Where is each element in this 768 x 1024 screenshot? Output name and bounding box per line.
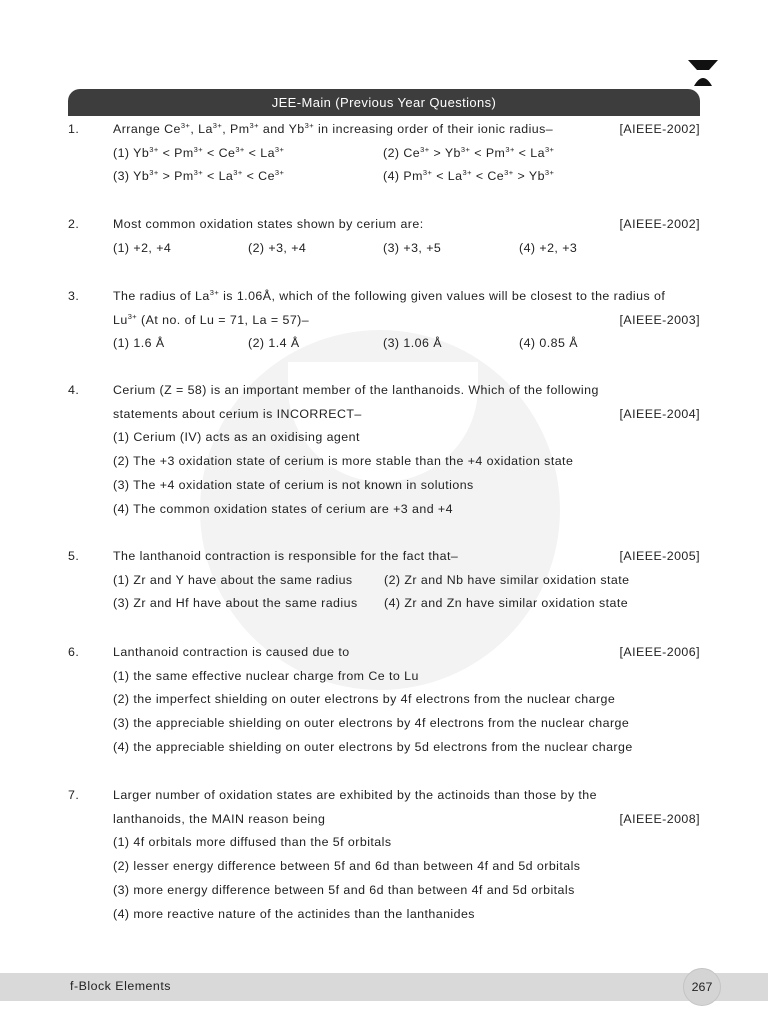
question-text: Larger number of oxidation states are exhibited by the actinoids than those by the bbox=[113, 788, 597, 802]
answer-option: (2) the imperfect shielding on outer electrons by 4f electrons from the nuclear charge bbox=[113, 692, 616, 707]
question-number: 6. bbox=[68, 645, 80, 659]
exam-tag: [AIEEE-2002] bbox=[619, 122, 700, 136]
question-text: The radius of $La^{3+}$ is 1.06Å, which of the following given values will be closest to the radius of bbox=[113, 288, 666, 303]
answer-option: (1) $Yb^{3+} < Pm^{3+} < Ce^{3+} < La^{3+}$ bbox=[113, 144, 285, 160]
answer-option: (3) 1.06 Å bbox=[383, 336, 442, 351]
answer-option: (1) 4f orbitals more diffused than the 5f orbitals bbox=[113, 835, 392, 850]
question-number: 3. bbox=[68, 289, 80, 303]
answer-option: (3) the appreciable shielding on outer electrons by 4f electrons from the nuclear charge bbox=[113, 716, 630, 731]
answer-option: (4) The common oxidation states of cerium are +3 and +4 bbox=[113, 501, 453, 516]
question-number: 5. bbox=[68, 549, 80, 563]
chapter-title: f-Block Elements bbox=[70, 979, 171, 993]
answer-option: (1) Zr and Y have about the same radius bbox=[113, 572, 353, 587]
exam-tag: [AIEEE-2006] bbox=[619, 645, 700, 659]
question-number: 1. bbox=[68, 122, 80, 136]
exam-tag: [AIEEE-2004] bbox=[619, 406, 700, 421]
answer-option: (4) Zr and Zn have similar oxidation state bbox=[384, 596, 629, 611]
answer-option: (1) +2, +4 bbox=[113, 240, 172, 255]
answer-option: (1) 1.6 Å bbox=[113, 336, 165, 351]
answer-option: (1) Cerium (IV) acts as an oxidising agent bbox=[113, 430, 360, 445]
answer-option: (2) The +3 oxidation state of cerium is more stable than the +4 oxidation state bbox=[113, 454, 574, 469]
answer-option: (3) $Yb^{3+} > Pm^{3+} < La^{3+} < Ce^{3+}$ bbox=[113, 168, 285, 184]
answer-option: (1) the same effective nuclear charge from Ce to Lu bbox=[113, 668, 419, 683]
question-number: 7. bbox=[68, 788, 80, 802]
answer-option: (3) The +4 oxidation state of cerium is not known in solutions bbox=[113, 477, 474, 492]
answer-option: (2) +3, +4 bbox=[248, 240, 307, 255]
question-text: Arrange $Ce^{3+}$, $La^{3+}$, $Pm^{3+}$ and $Yb^{3+}$ in increasing order of their ionic radius– bbox=[113, 121, 554, 136]
answer-option: (3) more energy difference between 5f and 6d than between 4f and 5d orbitals bbox=[113, 882, 575, 897]
exam-tag: [AIEEE-2003] bbox=[619, 312, 700, 327]
answer-option: (2) lesser energy difference between 5f and 6d than between 4f and 5d orbitals bbox=[113, 859, 581, 874]
answer-option: (2) 1.4 Å bbox=[248, 336, 300, 351]
question-text: Most common oxidation states shown by cerium are: bbox=[113, 217, 424, 231]
footer-bar bbox=[0, 973, 768, 1001]
section-header: JEE-Main (Previous Year Questions) bbox=[68, 89, 700, 116]
question-text: Lanthanoid contraction is caused due to bbox=[113, 645, 350, 659]
answer-option: (3) +3, +5 bbox=[383, 240, 442, 255]
answer-option: (4) 0.85 Å bbox=[519, 336, 578, 351]
question-text: lanthanoids, the MAIN reason being bbox=[113, 811, 326, 826]
question-number: 2. bbox=[68, 217, 80, 231]
question-text: $Lu^{3+}$ (At no. of Lu = 71, La = 57)– bbox=[113, 311, 310, 327]
answer-option: (4) $Pm^{3+} < La^{3+} < Ce^{3+} > Yb^{3+}$ bbox=[383, 168, 555, 184]
answer-option: (2) Zr and Nb have similar oxidation state bbox=[384, 572, 630, 587]
answer-option: (4) +2, +3 bbox=[519, 240, 578, 255]
page-number: 267 bbox=[683, 968, 721, 1006]
question-text: The lanthanoid contraction is responsible for the fact that– bbox=[113, 549, 459, 563]
exam-tag: [AIEEE-2008] bbox=[619, 811, 700, 826]
answer-option: (4) the appreciable shielding on outer electrons by 5d electrons from the nuclear charge bbox=[113, 739, 633, 754]
answer-option: (4) more reactive nature of the actinides than the lanthanides bbox=[113, 906, 475, 921]
question-text: Cerium (Z = 58) is an important member of the lanthanoids. Which of the following bbox=[113, 383, 599, 397]
question-number: 4. bbox=[68, 383, 80, 397]
exam-tag: [AIEEE-2002] bbox=[619, 217, 700, 231]
question-text: statements about cerium is INCORRECT– bbox=[113, 406, 362, 421]
answer-option: (2) $Ce^{3+} > Yb^{3+} < Pm^{3+} < La^{3+}$ bbox=[383, 144, 555, 160]
answer-option: (3) Zr and Hf have about the same radius bbox=[113, 596, 358, 611]
exam-tag: [AIEEE-2005] bbox=[619, 549, 700, 563]
